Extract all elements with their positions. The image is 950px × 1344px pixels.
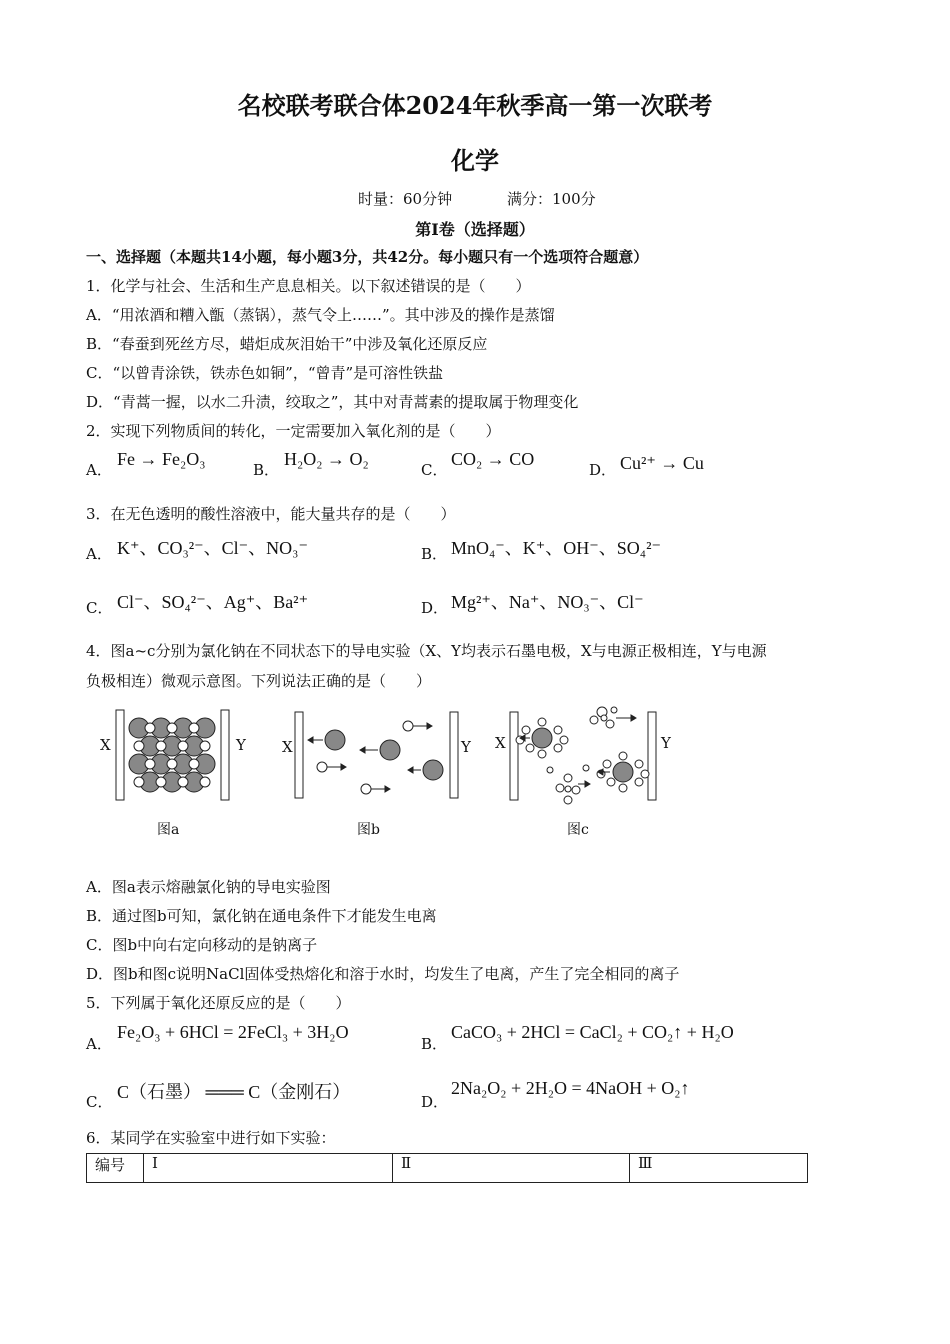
q1-option-d: D．“青蒿一握，以水二升渍，绞取之”，其中对青蒿素的提取属于物理变化 xyxy=(86,393,579,411)
q1-option-c: C．“以曾青涂铁，铁赤色如铜”，“曾青”是可溶性铁盐 xyxy=(86,364,444,382)
exam-title: 名校联考联合体2024年秋季高一第一次联考 xyxy=(237,91,713,120)
q4-option-c: C．图b中向右定向移动的是钠离子 xyxy=(86,936,318,954)
q3-a-label: A． xyxy=(86,545,112,563)
fig-b-y-label: Y xyxy=(461,738,471,756)
nacl-figures xyxy=(90,700,690,845)
header-number: 编号 xyxy=(87,1154,144,1183)
q2-c-label: C． xyxy=(421,461,448,479)
q4-stem-line1: 4．图a~c分别为氯化钠在不同状态下的导电实验（X、Y均表示石墨电极，X与电源正极相连，Y与电源 xyxy=(86,642,767,660)
q2-option-b: H₂O₂ → O₂ xyxy=(284,449,369,469)
fig-c-y-label: Y xyxy=(661,734,671,752)
q5-b-label: B． xyxy=(421,1035,448,1053)
fig-c-x-label: X xyxy=(495,734,506,752)
full-score: 满分：100分 xyxy=(507,190,596,208)
q2-option-c: CO₂ → CO xyxy=(451,449,535,469)
q5-stem: 5．下列属于氧化还原反应的是（ ） xyxy=(86,994,351,1012)
q3-d-label: D． xyxy=(421,599,449,617)
q5-option-b: CaCO₃ + 2HCl = CaCl₂ + CO₂↑ + H₂O xyxy=(451,1022,734,1042)
q3-option-d: Mg²⁺、Na⁺、NO₃⁻、Cl⁻ xyxy=(451,592,644,612)
time-limit: 时量：60分钟 xyxy=(358,190,453,208)
q3-stem: 3．在无色透明的酸性溶液中，能大量共存的是（ ） xyxy=(86,505,456,523)
q3-option-c: Cl⁻、SO₄²⁻、Ag⁺、Ba²⁺ xyxy=(117,592,309,612)
q2-b-label: B． xyxy=(253,461,280,479)
header-exp-1: Ⅰ xyxy=(144,1154,393,1183)
q5-option-a: Fe₂O₃ + 6HCl = 2FeCl₃ + 3H₂O xyxy=(117,1022,349,1042)
q1-option-b: B．“春蚕到死丝方尽，蜡炬成灰泪始干”中涉及氧化还原反应 xyxy=(86,335,488,353)
q1-option-a: A．“用浓酒和糟入甑（蒸锅），蒸气令上……”。其中涉及的操作是蒸馏 xyxy=(86,306,555,324)
q5-c-label: C． xyxy=(86,1093,113,1111)
q3-c-label: C． xyxy=(86,599,113,617)
q2-option-a: Fe → Fe₂O₃ xyxy=(117,449,206,469)
q6-stem: 6．某同学在实验室中进行如下实验： xyxy=(86,1129,336,1147)
q1-stem: 1．化学与社会、生活和生产息息相关。以下叙述错误的是（ ） xyxy=(86,277,531,295)
q3-b-label: B． xyxy=(421,545,448,563)
q2-stem: 2．实现下列物质间的转化，一定需要加入氧化剂的是（ ） xyxy=(86,422,501,440)
fig-a-y-label: Y xyxy=(236,736,246,754)
header-exp-3: Ⅲ xyxy=(630,1154,808,1183)
q2-option-d: Cu²⁺ → Cu xyxy=(620,453,704,473)
q4-option-b: B．通过图b可知，氯化钠在通电条件下才能发生电离 xyxy=(86,907,437,925)
q2-d-label: D． xyxy=(589,461,617,479)
q4-stem-line2: 负极相连）微观示意图。下列说法正确的是（ ） xyxy=(86,672,432,690)
table-header-row xyxy=(87,1154,808,1183)
header-exp-2: Ⅱ xyxy=(393,1154,630,1183)
q4-option-d: D．图b和图c说明NaCl固体受热熔化和溶于水时，均发生了电离，产生了完全相同的离子 xyxy=(86,965,680,983)
q3-option-b: MnO₄⁻、K⁺、OH⁻、SO₄²⁻ xyxy=(451,538,661,558)
q2-a-label: A． xyxy=(86,461,112,479)
q4-option-a: A．图a表示熔融氯化钠的导电实验图 xyxy=(86,878,331,896)
figure-b xyxy=(295,712,458,798)
fig-a-x-label: X xyxy=(100,736,111,754)
q5-option-d: 2Na₂O₂ + 2H₂O = 4NaOH + O₂↑ xyxy=(451,1078,690,1098)
experiment-table xyxy=(86,1153,808,1183)
volume-title: 第Ⅰ卷（选择题） xyxy=(415,220,535,239)
fig-c-caption: 图c xyxy=(567,822,589,838)
subject-title: 化学 xyxy=(451,146,499,175)
section-heading: 一、选择题（本题共14小题，每小题3分，共42分。每小题只有一个选项符合题意） xyxy=(86,248,649,266)
figure-c xyxy=(510,707,656,804)
q5-option-c: C（石墨） ═══ C（金刚石） xyxy=(117,1082,351,1102)
q3-option-a: K⁺、CO₃²⁻、Cl⁻、NO₃⁻ xyxy=(117,538,308,558)
figure-a xyxy=(116,710,229,800)
fig-b-x-label: X xyxy=(282,738,293,756)
q5-a-label: A． xyxy=(86,1035,112,1053)
q5-d-label: D． xyxy=(421,1093,449,1111)
fig-a-caption: 图a xyxy=(157,822,180,838)
fig-b-caption: 图b xyxy=(357,822,380,838)
